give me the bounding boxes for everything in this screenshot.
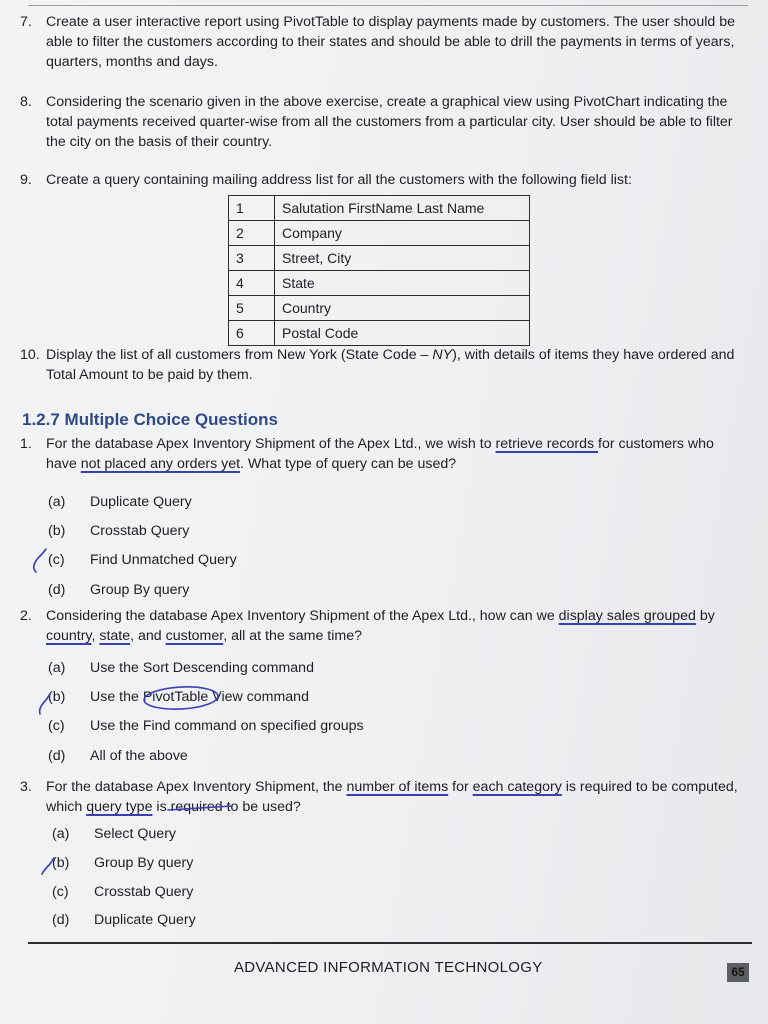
exercise-number: 7. (20, 14, 32, 30)
mcq-question-1 (20, 434, 748, 474)
field-name: Country (275, 296, 530, 321)
question-text: Considering the database Apex Inventory Shipment of the Apex Ltd., how can we display sales grouped by country, state, and customer, all at the same time? (46, 608, 715, 644)
mcq-question-3 (20, 777, 748, 817)
question-number: 2. (20, 608, 32, 624)
page-number: 65 (727, 963, 749, 982)
row-number: 2 (229, 221, 275, 246)
field-name: Postal Code (275, 321, 530, 346)
mcq-question-2 (20, 606, 748, 646)
exercise-text: Considering the scenario given in the above exercise, create a graphical view using PivotChart indicating the total payments received quarter-wise from all the customers from a particular city. User should be able to filter the city on the basis of their country. (46, 94, 733, 150)
exercise-9 (20, 170, 748, 190)
question-text: For the database Apex Inventory Shipment of the Apex Ltd., we wish to retrieve records for customers who have not placed any orders yet. What type of query can be used? (46, 436, 714, 472)
exercise-8 (20, 92, 748, 152)
table-row (229, 271, 530, 296)
tick-mark-icon (34, 549, 46, 572)
exercise-number: 9. (20, 172, 32, 188)
textbook-page: 7. Create a user interactive report using PivotTable to display payments made by customers. The user should be able to filter the customers according to their states and should be able to drill the payments in terms of years, quarters, months and days. 8. Considering the scenario given in the above exercise, create a graphical view using PivotChart indicating the total payments received quarter-wise from all the customers from a particular city. User should be able to filter the city on the basis of their country. 9. Create a query containing mailing address list for all the customers with the following field list: 1 Salutation FirstName Last Name 2 Company 3 Street, City 4 State 5 Country 6 Postal Code 10. Display the list of all customers from New York (State Code – NY), with details of items they have ordered and Total Amount to be paid by them. 1.2.7 Multiple Choice Questions 1. For the database Apex Inventory Shipment of the Apex Ltd., we wish to retrieve records for customers who have not placed any orders yet. What type of query can be used? (a) Duplicate Query (b) Crosstab Query (c) Find Unmatched Query (d) Group By query 2. Considering the database Apex Inventory Shipment of the Apex Ltd., how can we display sales grouped by country, state, and customer, all at the same time? (a) Use the Sort Descending command (b) Use the PivotTable View command (c) Use the Find command on specified groups (d) All of the above 3. For the database Apex Inventory Shipment, the number of items for each category is required to be computed, which query type is required to be used? (a) Select Query (b) Group By query (c) Crosstab Query (d) Duplicate Query ADVANCED INFORMATION TECHNOLOGY 65 (0, 0, 768, 1024)
question-number: 1. (20, 436, 32, 452)
field-name: Salutation FirstName Last Name (275, 196, 530, 221)
exercise-text: Create a query containing mailing address list for all the customers with the following field list: (46, 172, 632, 188)
table-row (229, 321, 530, 346)
field-list-table (228, 195, 530, 346)
table-row (229, 221, 530, 246)
row-number: 3 (229, 246, 275, 271)
row-number: 1 (229, 196, 275, 221)
field-name: State (275, 271, 530, 296)
row-number: 6 (229, 321, 275, 346)
exercise-text: Create a user interactive report using PivotTable to display payments made by customers. The user should be able to filter the customers according to their states and should be able to drill the payments in terms of years, quarters, months and days. (46, 14, 735, 70)
exercise-number: 10. (20, 347, 40, 363)
exercise-10 (20, 345, 748, 385)
table-row (229, 246, 530, 271)
section-heading: 1.2.7 Multiple Choice Questions (22, 410, 278, 429)
exercise-7 (20, 12, 748, 72)
row-number: 5 (229, 296, 275, 321)
exercise-text: Display the list of all customers from New York (State Code – NY), with details of items they have ordered and Total Amount to be paid by them. (46, 347, 735, 383)
field-name: Company (275, 221, 530, 246)
top-rule (28, 5, 748, 6)
exercise-number: 8. (20, 94, 32, 110)
footer-rule (28, 942, 752, 944)
field-name: Street, City (275, 246, 530, 271)
table-row (229, 196, 530, 221)
question-text: For the database Apex Inventory Shipment, the number of items for each category is required to be computed, which query type is required to be used? (46, 779, 738, 815)
table-row (229, 296, 530, 321)
row-number: 4 (229, 271, 275, 296)
question-number: 3. (20, 779, 32, 795)
footer-title: ADVANCED INFORMATION TECHNOLOGY (234, 959, 543, 976)
